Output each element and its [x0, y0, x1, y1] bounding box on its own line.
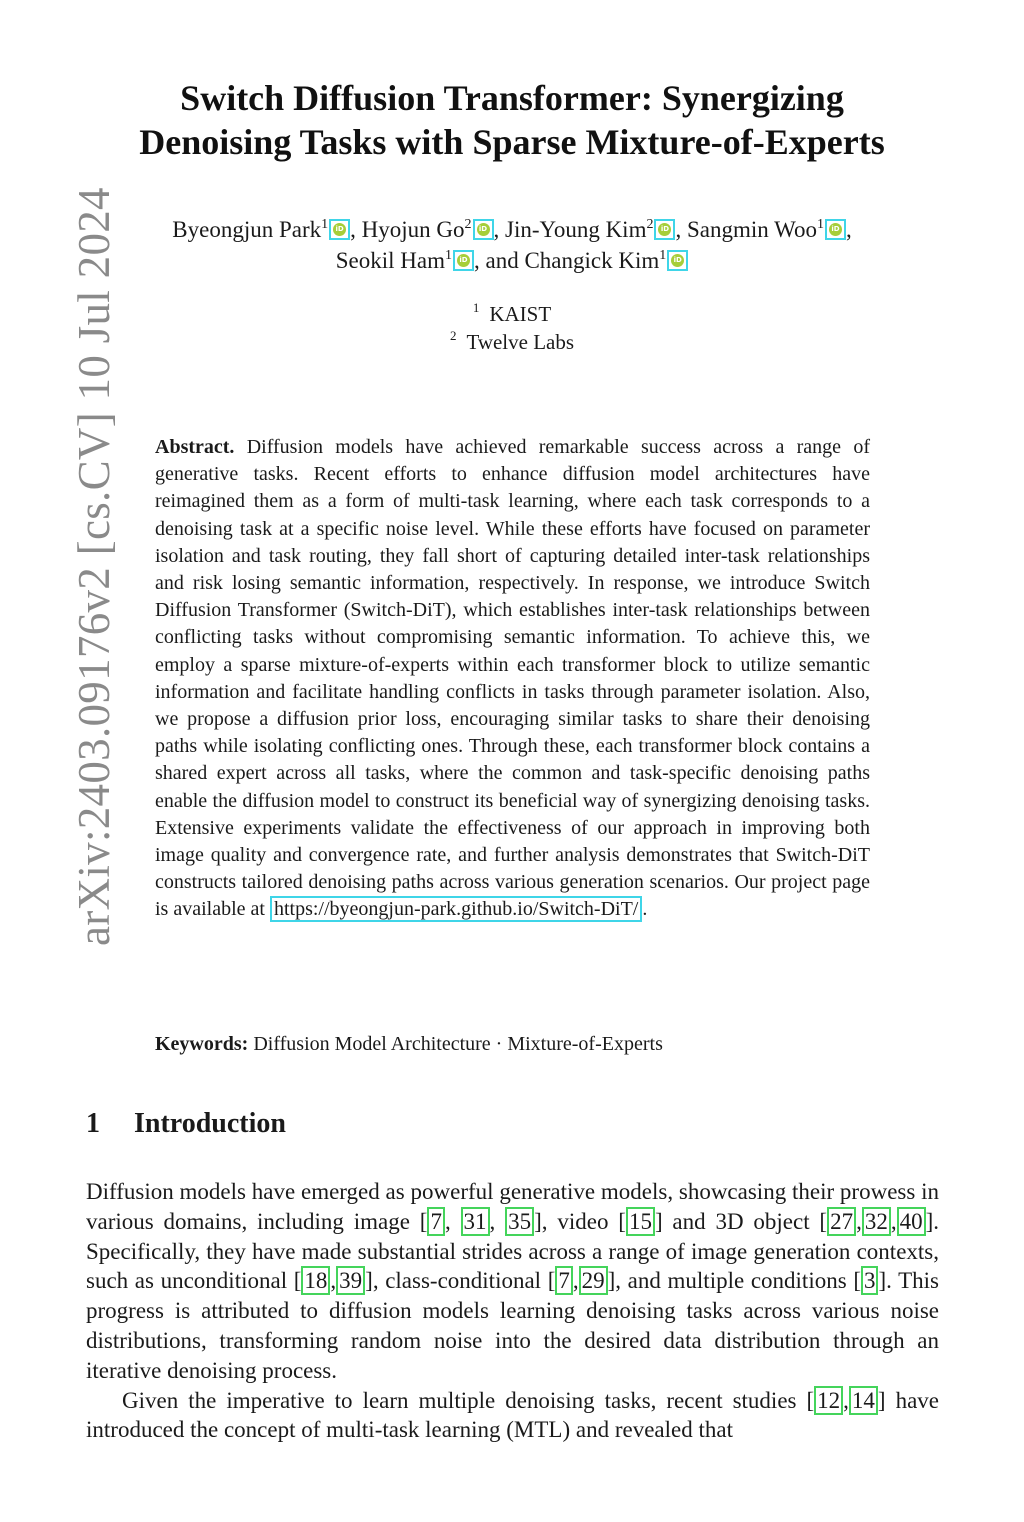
project-page-link[interactable]: https://byeongjun-park.github.io/Switch-DiT/	[270, 896, 642, 922]
citation-link[interactable]: 3	[861, 1266, 879, 1295]
abstract-text: Diffusion models have achieved remarkable success across a range of generative tasks. Recent efforts to enhance diffusion model architectures have reimagined them as a form of multi-task learning, where each task corresponds to a denoising task at a specific noise level. While these efforts have focused on parameter isolation and task routing, they fall short of capturing detailed inter-task relationships and risk losing semantic information, respectively. In response, we introduce Switch Diffusion Transformer (Switch-DiT), which establishes inter-task relationships between conflicting tasks without compromising semantic information. To achieve this, we employ a sparse mixture-of-experts within each transformer block to utilize semantic information and facilitate handling conflicts in tasks through parameter isolation. Also, we propose a diffusion prior loss, encouraging similar tasks to share their denoising paths while isolating conflicting ones. Through these, each transformer block contains a shared expert across all tasks, where the common and task-specific denoising paths enable the diffusion model to construct its beneficial way of synergizing denoising tasks. Extensive experiments validate the effectiveness of our approach in improving both image quality and convergence rate, and further analysis demonstrates that Switch-DiT constructs tailored denoising paths across various generation scenarios. Our project page is available at	[155, 436, 870, 921]
citation-link[interactable]: 27	[827, 1207, 856, 1236]
author-list	[60, 214, 964, 276]
keywords	[155, 1031, 870, 1058]
affiliation-name: Twelve Labs	[466, 330, 575, 354]
citation-link[interactable]: 18	[301, 1266, 330, 1295]
abstract-end: .	[642, 898, 648, 921]
citation-link[interactable]: 40	[897, 1207, 926, 1236]
affiliation-number: 2	[449, 328, 457, 343]
orcid-icon[interactable]	[329, 219, 350, 240]
author-name: Sangmin Woo	[686, 217, 817, 242]
keywords-label: Keywords:	[155, 1033, 249, 1055]
author-separator: ,	[493, 217, 506, 242]
affiliation-list	[60, 300, 964, 356]
orcid-icon[interactable]	[654, 219, 675, 240]
citation-link[interactable]: 32	[862, 1207, 891, 1236]
citation-link[interactable]: 15	[626, 1207, 655, 1236]
author-name: Seokil Ham	[335, 248, 445, 273]
citation-link[interactable]: 14	[849, 1386, 878, 1415]
affiliation	[60, 300, 964, 328]
citation-link[interactable]: 35	[505, 1207, 534, 1236]
intro-paragraph-1: Diffusion models have emerged as powerful generative models, showcasing their prowess in various domains, including image [ 7 , 31 , 35 ], video [ 15 ] and 3D object [ 27 , 32 , 40 ]. Specifically, they have made substantial strides across a range of image generation contexts, such as unconditional [ 18 , 39 ], class-conditional [ 7 , 29 ], and multiple conditions [ 3 ]. This progress is attributed to diffusion models learning denoising tasks across various noise distributions, transforming random noise into the desired data distribution through an iterative denoising process.	[86, 1179, 940, 1383]
citation-link[interactable]: 31	[461, 1207, 490, 1236]
section-heading	[86, 1108, 286, 1140]
author-name: Byeongjun Park	[172, 217, 322, 242]
section-title: Introduction	[134, 1108, 286, 1139]
intro-paragraph-2: Given the imperative to learn multiple denoising tasks, recent studies [ 12 , 14 ] have introduced the concept of multi-task learning (MTL) and revealed that	[86, 1387, 939, 1443]
affiliation-marker: 1	[659, 248, 667, 263]
author-name: Hyojun Go	[361, 217, 465, 242]
orcid-icon[interactable]	[825, 219, 846, 240]
author-separator: ,	[845, 217, 852, 242]
citation-link[interactable]: 12	[814, 1386, 843, 1415]
affiliation-marker: 2	[646, 217, 654, 232]
introduction-body	[86, 1177, 939, 1445]
section-number: 1	[86, 1108, 100, 1139]
author-separator: ,	[350, 217, 362, 242]
affiliation-marker: 1	[816, 217, 824, 232]
author-separator: , and	[473, 248, 525, 273]
author-name: Changick Kim	[524, 248, 660, 273]
paper-title	[60, 76, 964, 164]
citation-link[interactable]: 39	[336, 1266, 365, 1295]
abstract	[155, 434, 870, 924]
arxiv-id-text: arXiv:2403.09176v2 [cs.CV] 10 Jul 2024	[69, 187, 119, 946]
citation-link[interactable]: 7	[555, 1266, 573, 1295]
title-line-1: Switch Diffusion Transformer: Synergizing	[180, 78, 844, 118]
abstract-label: Abstract.	[155, 436, 235, 458]
affiliation-number: 1	[472, 300, 480, 315]
orcid-icon[interactable]	[453, 250, 474, 271]
citation-link[interactable]: 29	[579, 1266, 608, 1295]
affiliation-name: KAIST	[489, 302, 552, 326]
author-name: Jin-Young Kim	[505, 217, 647, 242]
affiliation-marker: 2	[464, 217, 472, 232]
title-line-2: Denoising Tasks with Sparse Mixture-of-Experts	[139, 122, 885, 162]
affiliation	[60, 328, 964, 356]
orcid-icon[interactable]	[473, 219, 494, 240]
citation-link[interactable]: 7	[427, 1207, 445, 1236]
affiliation-marker: 1	[444, 248, 452, 263]
orcid-icon[interactable]	[667, 250, 688, 271]
affiliation-marker: 1	[321, 217, 329, 232]
author-separator: ,	[675, 217, 687, 242]
keywords-text: Diffusion Model Architecture · Mixture-of-Experts	[253, 1033, 663, 1055]
